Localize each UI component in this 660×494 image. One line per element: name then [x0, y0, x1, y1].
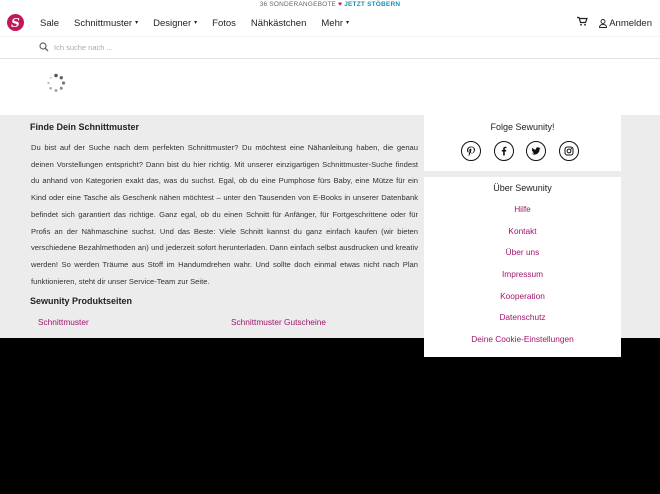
chevron-down-icon: ▾: [346, 20, 350, 27]
intro-paragraph: Du bist auf der Suche nach dem perfekten Schnittmuster? Du möchtest eine Nähanleitung haben, die genau deinen Vorstellungen entspricht? Dann bist du hier richtig. Mit unserer einzigartigen Schnittmuster-Suche findest du anhand von Kategorien exakt das, was du suchst. Egal, ob du eine Pumphose fürs Baby, eine Mütze für ein Kind oder eine Tasche als Geschenk nähen möchtest – unter den Tausenden von E-Books in unserer Datenbank befindet sich garantiert das richtige. Ganz egal, ob du einen Schnitt für Anfänger, für Fortgeschrittene oder für Profis an der Nähmaschine suchst. Und das Beste: Viele Schnitt kannst du ganz einfach kaufen (wir bieten verschiedene Bezahlmethoden an) und jederzeit sofort herunterladen. Dann einfach selbst ausdrucken und kreativ werden! So werden Träume aus Stoff im Handumdrehen wahr. Und sollte doch einmal etwas nicht nach Plan funktionieren, steht dir unser Service-Team zur Seite.: [31, 143, 418, 286]
cart-button[interactable]: [577, 17, 587, 29]
about-link-kontakt[interactable]: Kontakt: [508, 225, 537, 236]
instagram-icon[interactable]: [559, 141, 579, 161]
about-link-impressum[interactable]: Impressum: [501, 269, 544, 280]
section-title: Finde Dein Schnittmuster: [30, 122, 140, 132]
pinterest-icon[interactable]: [461, 141, 481, 161]
nav-item-sale[interactable]: Sale: [40, 17, 60, 29]
nav-item-designer[interactable]: Designer ▾: [153, 17, 198, 29]
product-link-gutscheine[interactable]: Schnittmuster Gutscheine: [231, 317, 326, 327]
nav-item-mehr[interactable]: Mehr ▾: [321, 17, 350, 29]
about-link-cookie-einstellungen[interactable]: Deine Cookie-Einstellungen: [471, 334, 574, 345]
facebook-icon[interactable]: [494, 141, 514, 161]
twitter-icon[interactable]: [526, 141, 546, 161]
nav-menu: [40, 10, 364, 36]
chevron-down-icon: ▾: [135, 20, 139, 27]
chevron-down-icon: ▾: [194, 20, 198, 27]
promo-count: 36 SONDERANGEBOTE: [259, 1, 337, 8]
search-icon[interactable]: [39, 42, 49, 52]
loading-spinner-icon: [46, 73, 66, 93]
about-title: Über Sewunity: [493, 183, 552, 193]
products-title: Sewunity Produktseiten: [30, 296, 133, 306]
about-links: [424, 203, 621, 355]
sewunity-logo[interactable]: S: [7, 14, 24, 31]
about-box: [424, 177, 621, 357]
heart-icon: ♥: [338, 1, 343, 8]
nav-item-naehkaestchen[interactable]: Nähkästchen: [250, 17, 307, 29]
about-link-hilfe[interactable]: Hilfe: [514, 204, 531, 214]
nav-item-fotos[interactable]: Fotos: [212, 17, 236, 29]
user-icon: [599, 19, 607, 28]
about-link-ueber-uns[interactable]: Über uns: [505, 247, 540, 258]
main-content: [30, 115, 423, 338]
nav-item-schnittmuster[interactable]: Schnittmuster ▾: [74, 17, 139, 29]
promo-cta-link[interactable]: JETZT STÖBERN: [344, 1, 401, 8]
follow-box: [424, 115, 621, 171]
main-navigation: [0, 10, 660, 36]
promo-banner[interactable]: [0, 0, 660, 10]
cart-icon: [577, 17, 587, 26]
social-links: [461, 141, 591, 161]
search-input[interactable]: [54, 40, 354, 55]
product-link-schnittmuster[interactable]: Schnittmuster: [38, 317, 89, 327]
nav-right: [577, 10, 652, 36]
about-link-kooperation[interactable]: Kooperation: [500, 290, 545, 301]
about-link-datenschutz[interactable]: Datenschutz: [499, 312, 546, 323]
login-link[interactable]: Anmelden: [599, 18, 652, 29]
loading-area: [0, 58, 660, 115]
search-bar: [0, 36, 660, 58]
follow-title: Folge Sewunity!: [490, 122, 555, 132]
